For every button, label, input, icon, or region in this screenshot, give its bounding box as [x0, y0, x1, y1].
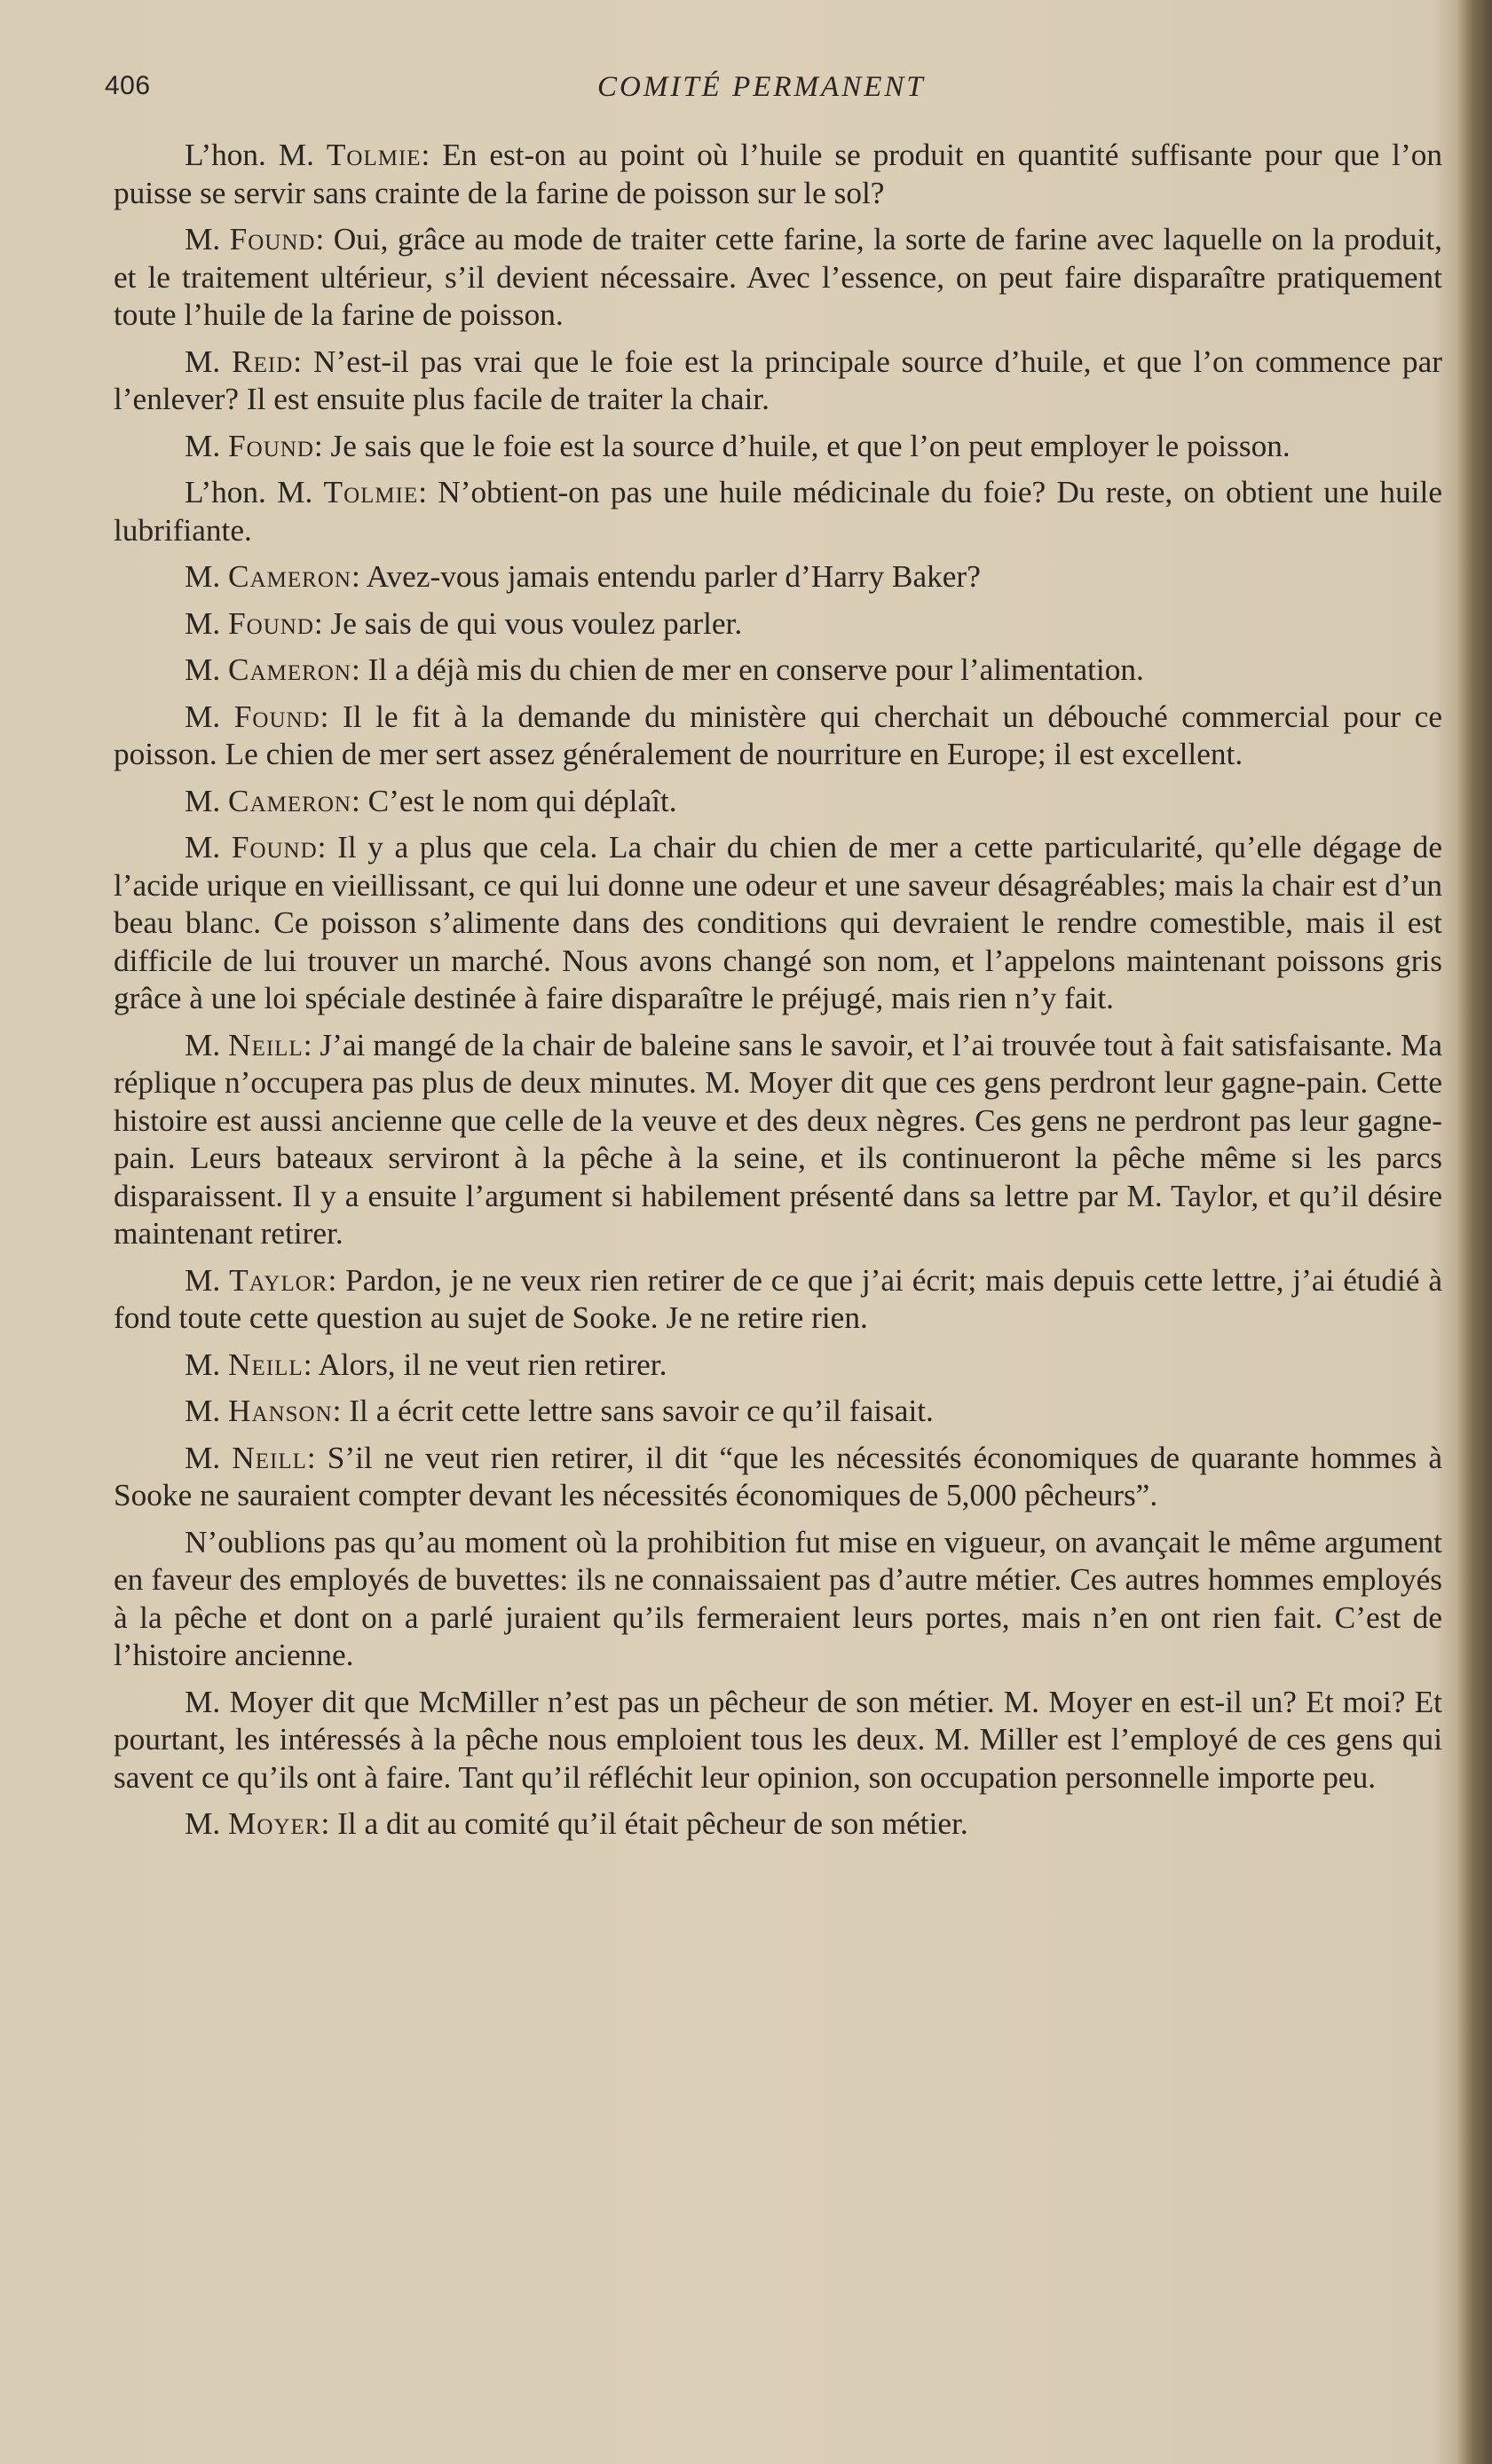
paragraph-text: : En est-on au point où l’huile se produit en quantité suffisante pour que l’on puisse se servir sans crainte de la farine de poisson sur le sol? — [114, 138, 1442, 210]
speaker-title: M. — [185, 1440, 233, 1475]
paragraph — [114, 1805, 1442, 1844]
paragraph — [114, 652, 1442, 690]
speaker-name: Found — [228, 605, 314, 641]
speaker-name: Tolmie — [323, 475, 419, 509]
speaker-name: Cameron — [228, 783, 351, 818]
paragraph-text: : Il le fit à la demande du ministère qui cherchait un débouché commercial pour ce poisson. Le chien de mer sert assez généralement de nourriture en Europe; il est excellent. — [114, 699, 1442, 771]
paragraph-text: : N’est-il pas vrai que le foie est la principale source d’huile, et que l’on commence par l’enlever? Il est ensuite plus facile de traiter la chair. — [114, 344, 1442, 416]
paragraph-text: : Alors, il ne veut rien retirer. — [303, 1347, 667, 1382]
paragraph — [114, 137, 1442, 212]
paragraph — [114, 1440, 1442, 1515]
paragraph — [114, 1684, 1442, 1797]
speaker-title: M. — [185, 1347, 229, 1382]
paragraph-text: : S’il ne veut rien retirer, il dit “que les nécessités économiques de quarante hommes à Sooke ne sauraient compter devant les nécessités économiques de 5,000 pêcheurs”. — [114, 1440, 1442, 1512]
speaker-name: Moyer — [228, 1806, 321, 1841]
paragraph — [114, 221, 1442, 335]
paragraph-text: : Je sais que le foie est la source d’huile, et que l’on peut employer le poisson. — [313, 428, 1291, 463]
page-edge-shadow — [1458, 0, 1492, 2464]
paragraph-text: : Pardon, je ne veux rien retirer de ce que j’ai écrit; mais depuis cette lettre, j’ai étudié à fond toute cette question au sujet de Sooke. Je ne retire rien. — [114, 1262, 1442, 1335]
speaker-title: L’hon. M. — [185, 475, 324, 509]
speaker-title: M. — [185, 652, 229, 687]
paragraph — [114, 474, 1442, 549]
page-body — [114, 137, 1442, 1852]
speaker-title: M. — [185, 699, 234, 734]
paragraph — [114, 428, 1442, 466]
speaker-name: Hanson — [228, 1394, 333, 1428]
speaker-title: M. — [185, 830, 232, 865]
speaker-title: M. — [185, 1394, 229, 1428]
speaker-title: M. — [185, 559, 229, 594]
speaker-name: Neill — [232, 1440, 307, 1475]
paragraph-text: N’oublions pas qu’au moment où la prohibition fut mise en vigueur, on avançait le même argument en faveur des employés de buvettes: ils ne connaissaient pas d’autre métier. Ces autres hommes employés à la pêche et dont on a parlé juraient qu’ils fermeraient leurs portes, mais n’en ont rien fait. C’est de l’histoire ancienne. — [114, 1524, 1442, 1672]
running-head: COMITÉ PERMANENT — [597, 71, 926, 103]
paragraph — [114, 605, 1442, 644]
speaker-name: Found — [233, 699, 320, 734]
paragraph — [114, 1262, 1442, 1338]
speaker-name: Neill — [228, 1347, 304, 1382]
speaker-title: M. — [185, 1262, 230, 1298]
paragraph-text: : N’obtient-on pas une huile médicinale du foie? Du reste, on obtient une huile lubrifiante. — [114, 475, 1443, 548]
paragraph-text: : Je sais de qui vous voulez parler. — [313, 605, 743, 641]
speaker-title: M. — [185, 344, 233, 379]
page-number: 406 — [105, 71, 151, 100]
paragraph-text: : Il y a plus que cela. La chair du chien de mer a cette particularité, qu’elle dégage de l’acide urique en vieillissant, ce qui lui donne une odeur et une saveur désagréables; mais la chair est d’un beau blanc. Ce poisson s’alimente dans des conditions qui devraient le rendre comestible, mais il est difficile de lui trouver un marché. Nous avons changé son nom, et l’appelons maintenant poissons gris grâce à une loi spéciale destinée à faire disparaître le préjugé, mais rien n’y fait. — [114, 830, 1442, 1015]
speaker-title: M. — [185, 783, 229, 818]
paragraph — [114, 783, 1442, 821]
speaker-title: M. — [185, 1027, 229, 1062]
speaker-title: M. — [185, 428, 229, 463]
speaker-title: M. — [185, 605, 229, 641]
speaker-name: Tolmie — [326, 138, 422, 172]
paragraph-text: : C’est le nom qui déplaît. — [351, 783, 677, 818]
page-header — [105, 71, 1463, 121]
paragraph-text: : J’ai mangé de la chair de baleine sans le savoir, et l’ai trouvée tout à fait satisfaisante. Ma réplique n’occupera pas plus de deux minutes. M. Moyer dit que ces gens perdront leur gagne-pain. Cette histoire est aussi ancienne que celle de la veuve et des deux nègres. Ces gens ne perdront pas leur gagne-pain. Leurs bateaux serviront à la pêche à la seine, et ils continueront la pêche même si les parcs disparaissent. Il y a ensuite l’argument si habilement présenté dans sa lettre par M. Taylor, et qu’il désire maintenant retirer. — [114, 1027, 1442, 1251]
speaker-title: M. — [185, 1806, 229, 1841]
paragraph — [114, 1347, 1442, 1385]
speaker-name: Found — [229, 222, 316, 257]
paragraph — [114, 344, 1442, 419]
speaker-name: Neill — [228, 1027, 304, 1062]
paragraph-text: M. Moyer dit que McMiller n’est pas un pêcheur de son métier. M. Moyer en est-il un? Et moi? Et pourtant, les intéressés à la pêche nous emploient tous les deux. M. Miller est l’employé de ces gens qui savent ce qu’ils ont à faire. Tant qu’il réfléchit leur opinion, son occupation personnelle importe peu. — [114, 1684, 1442, 1795]
speaker-name: Cameron — [228, 559, 351, 594]
paragraph — [114, 1524, 1442, 1675]
speaker-name: Taylor — [229, 1262, 328, 1298]
speaker-name: Found — [231, 830, 318, 865]
paragraph — [114, 699, 1442, 774]
paragraph — [114, 558, 1442, 596]
paragraph-text: : Avez-vous jamais entendu parler d’Harry Baker? — [351, 559, 981, 594]
paragraph — [114, 1393, 1442, 1431]
paragraph — [114, 1027, 1442, 1253]
speaker-name: Reid — [232, 344, 294, 379]
speaker-name: Found — [228, 428, 314, 463]
paragraph-text: : Il a déjà mis du chien de mer en conserve pour l’alimentation. — [351, 652, 1144, 687]
paragraph-text: : Il a dit au comité qu’il était pêcheur de son métier. — [320, 1806, 968, 1841]
paragraph-text: : Il a écrit cette lettre sans savoir ce qu’il faisait. — [332, 1394, 934, 1428]
speaker-name: Cameron — [228, 652, 351, 687]
paragraph-text: : Oui, grâce au mode de traiter cette farine, la sorte de farine avec laquelle on la produit, et le traitement ultérieur, s’il devient nécessaire. Avec l’essence, on peut faire disparaître pratiquement toute l’huile de la farine de poisson. — [114, 222, 1442, 332]
paragraph — [114, 829, 1442, 1018]
speaker-title: M. — [185, 222, 230, 257]
speaker-title: L’hon. M. — [185, 138, 327, 172]
